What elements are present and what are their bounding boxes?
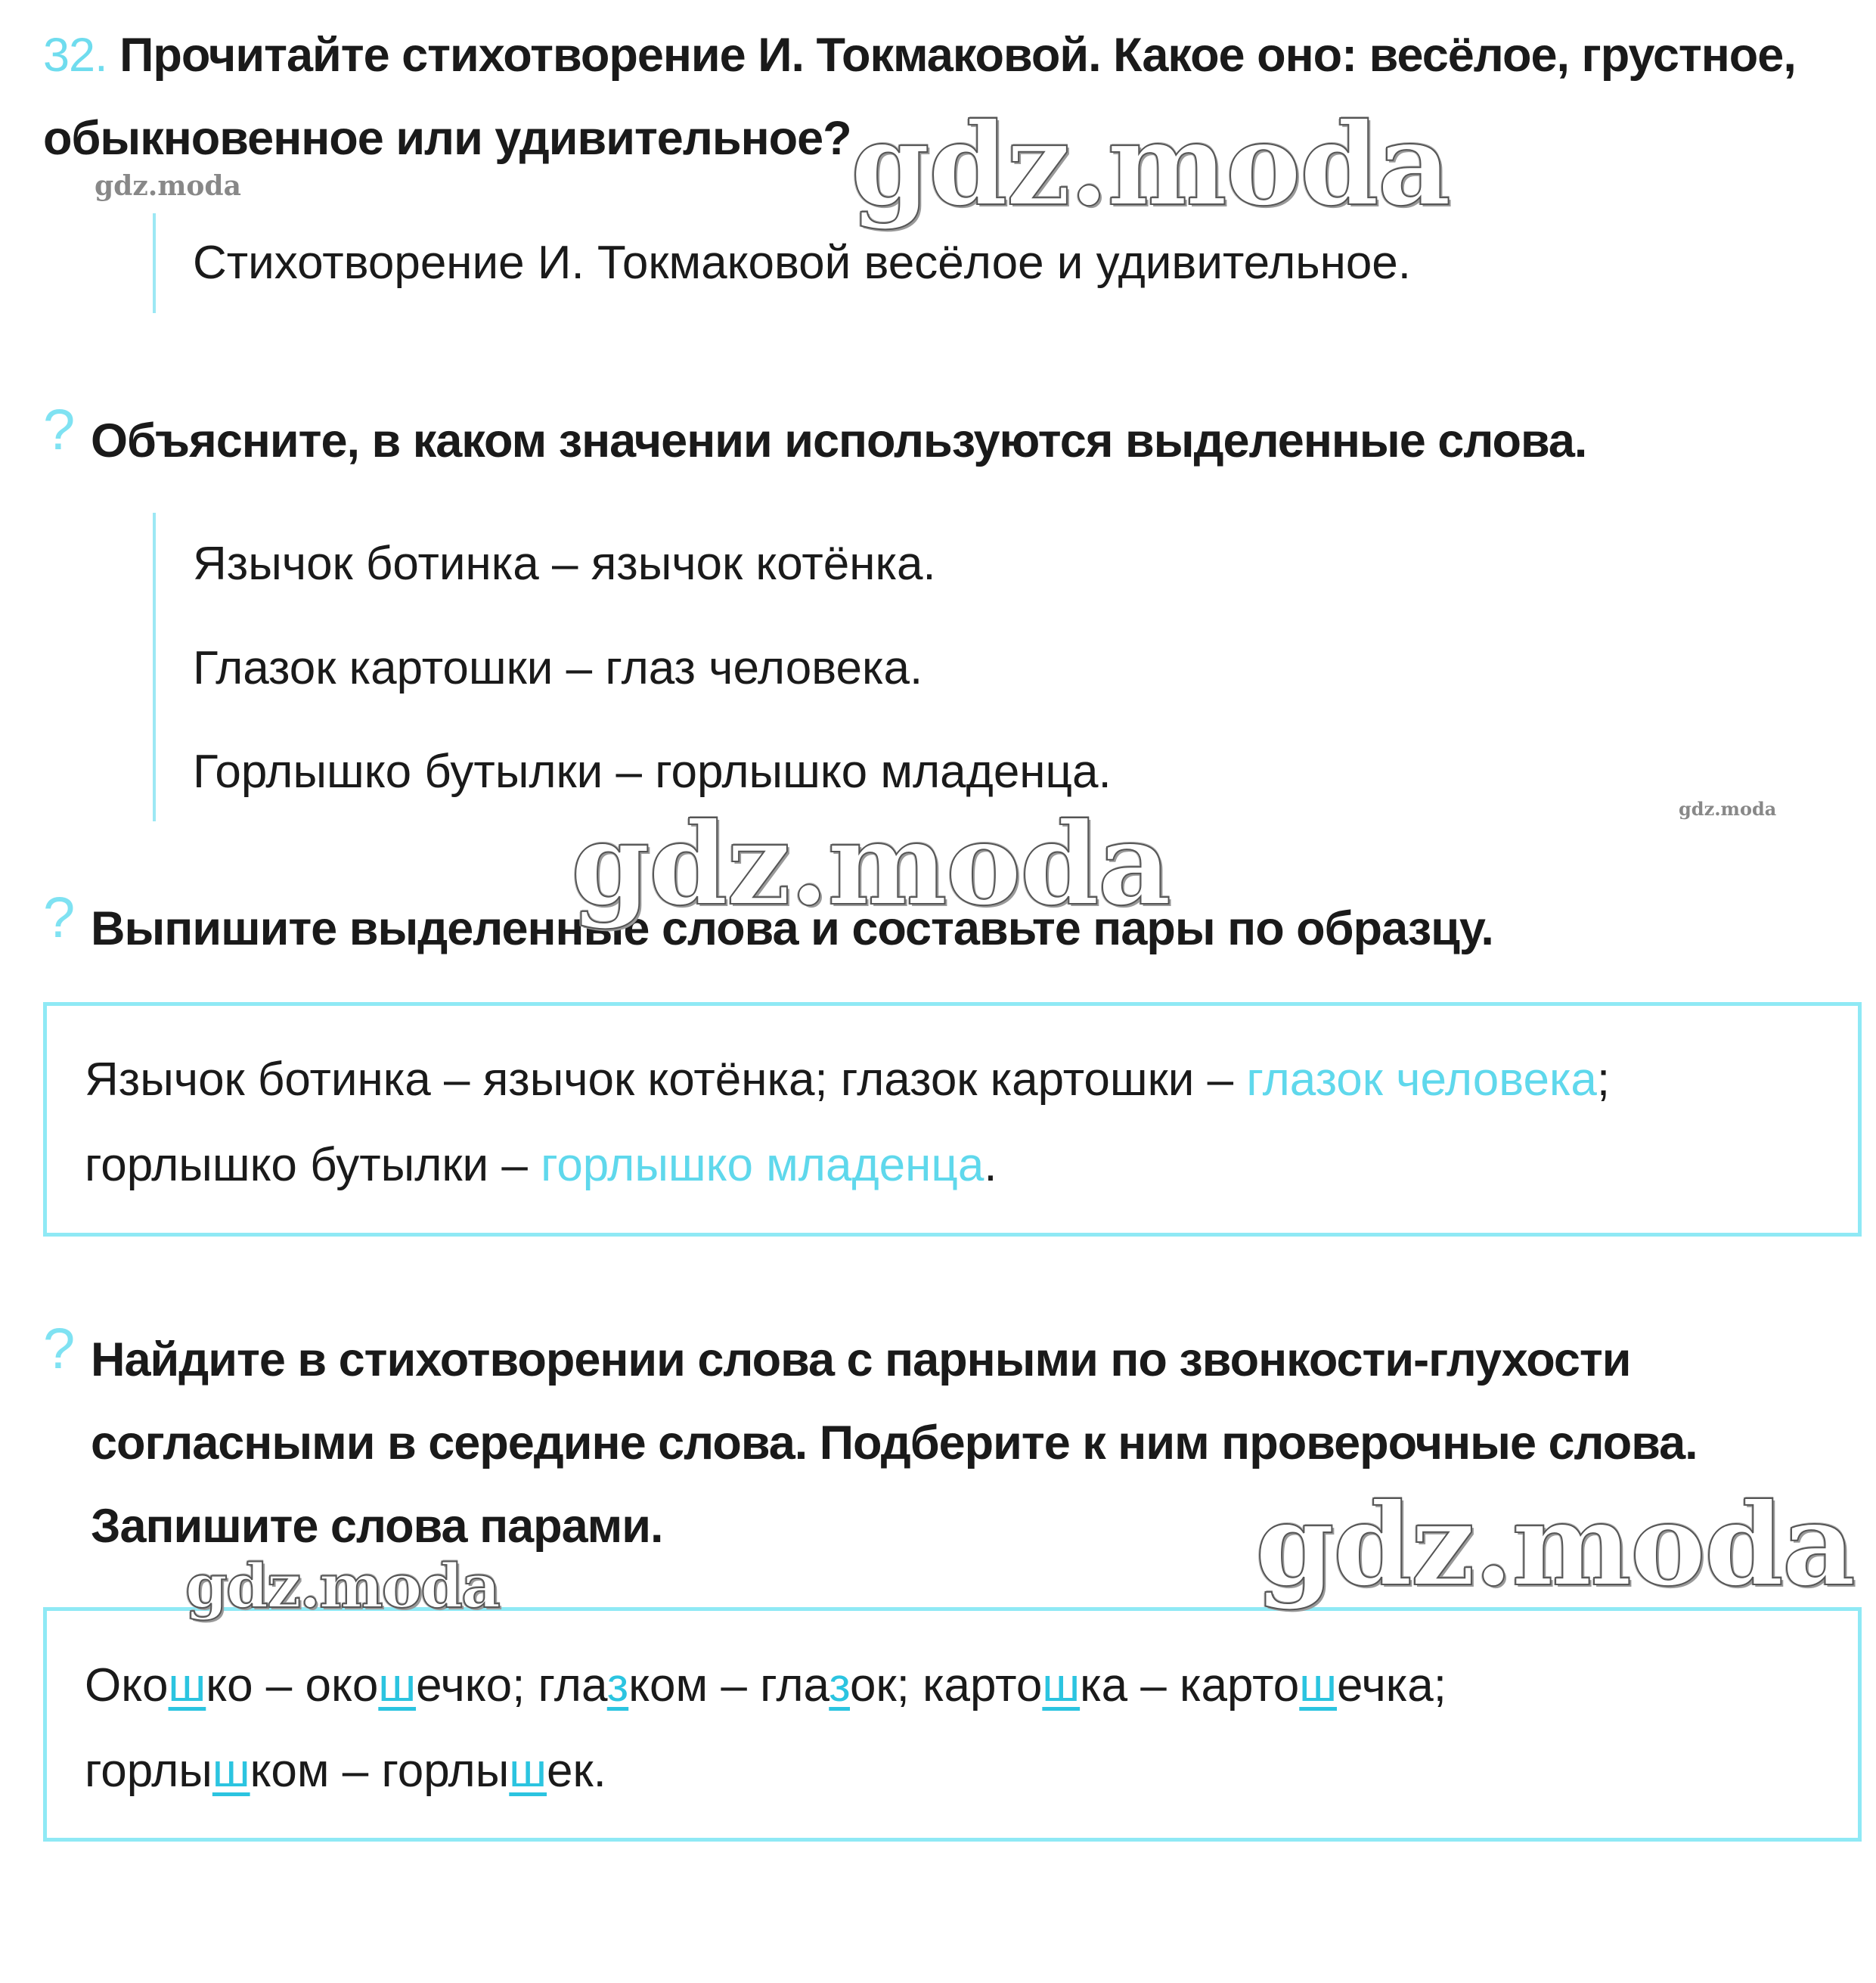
question-explain-title: Объясните, в каком значении используются выделенные слова. [91,414,1587,467]
question-32-line2: обыкновенное или удивительное? [43,112,851,165]
question-mark-icon: ? [43,1317,76,1381]
highlighted-letter: ш [378,1659,417,1711]
word-part: ок; карто [850,1659,1043,1711]
word-part: горлы [85,1745,212,1797]
answer-words-line1 [85,1643,1447,1728]
word-part: ка – карто [1080,1659,1300,1711]
quote-line-1: Язычок ботинка – язычок котёнка. [193,538,936,590]
answer-words-line2 [85,1729,606,1814]
answer-bar-1 [153,213,156,313]
watermark-logo: gdz.moda [851,98,1450,231]
question-number: 32. [43,29,107,82]
answer-box-pairs [43,1002,1862,1237]
watermark-logo: gdz.moda [1255,1479,1855,1612]
watermark-small: gdz.moda [95,170,241,202]
quote-line-3: Горлышко бутылки – горлышко младенца. [193,746,1112,798]
highlighted-letter: ш [509,1745,547,1797]
question-mark-icon: ? [43,398,76,462]
answer-pairs-punct: ; [1596,1054,1611,1106]
highlighted-letter: з [606,1659,629,1711]
highlighted-letter: з [829,1659,851,1711]
word-part: ек. [547,1745,606,1797]
question-mark-icon: ? [43,886,76,950]
highlighted-letter: ш [212,1745,250,1797]
watermark-small: gdz.moda [1679,798,1777,820]
watermark-logo: gdz.moda [185,1550,499,1621]
question-find-line3: Запишите слова парами. [91,1500,663,1553]
highlighted-letter: ш [1299,1659,1338,1711]
answer-pairs-highlight: глазок человека [1246,1054,1597,1106]
question-find-line1: Найдите в стихотворении слова с парными по звонкости-глухости [91,1333,1631,1386]
watermark-logo: gdz.moda [571,798,1171,931]
answer-box-words [43,1607,1862,1842]
word-part: Око [85,1659,169,1711]
highlighted-letter: ш [168,1659,206,1711]
answer-pairs-punct: . [984,1139,997,1191]
answer-32: Стихотворение И. Токмаковой весёлое и удивительное. [193,237,1412,289]
word-part: ко – око [206,1659,379,1711]
word-part: ечка; [1337,1659,1447,1711]
answer-pairs-line2 [85,1123,997,1208]
question-32-line1 [43,14,1796,97]
question-pairs-title: Выпишите выделенные слова и составьте пары по образцу. [91,902,1493,955]
question-find-line2: согласными в середине слова. Подберите к ним проверочные слова. [91,1417,1698,1469]
answer-pairs-text: горлышко бутылки – [85,1139,541,1191]
quote-bar-2 [153,513,156,821]
highlighted-letter: ш [1042,1659,1081,1711]
word-part: ечко; гла [416,1659,607,1711]
word-part: ком – горлы [250,1745,510,1797]
answer-pairs-line1 [85,1038,1610,1122]
quote-line-2: Глазок картошки – глаз человека. [193,642,923,694]
answer-pairs-highlight: горлышко младенца [541,1139,985,1191]
word-part: ком – гла [628,1659,829,1711]
question-32-text-line1: Прочитайте стихотворение И. Токмаковой. Какое оно: весёлое, грустное, [119,29,1796,82]
answer-pairs-text: Язычок ботинка – язычок котёнка; глазок картошки – [85,1054,1247,1106]
